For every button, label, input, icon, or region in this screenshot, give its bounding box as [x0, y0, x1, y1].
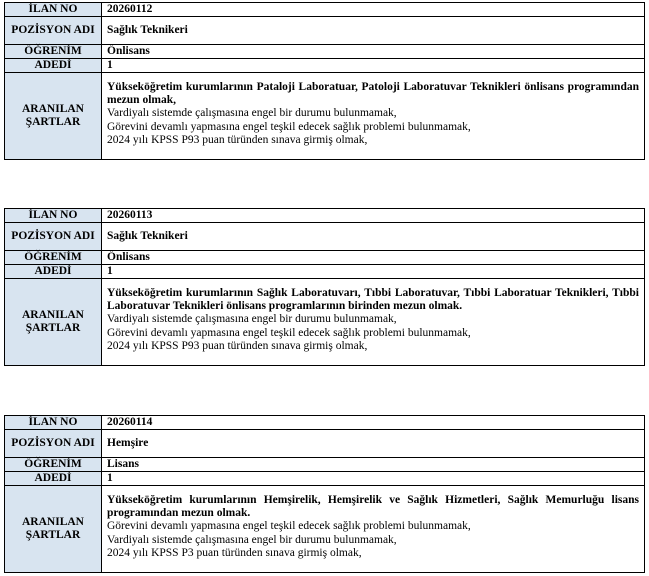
ogrenim-label: ÖĞRENİM	[5, 251, 102, 265]
ilan-no-label: İLAN NO	[5, 416, 102, 430]
conditions-cell	[102, 73, 645, 160]
aranilan-sartlar-label: ARANILAN ŞARTLAR	[5, 486, 102, 573]
condition-line: Vardiyalı sistemde çalışmasına engel bir durumu bulunmamak,	[107, 533, 397, 546]
condition-line: Görevini devamlı yapmasına engel teşkil edecek sağlık problemi bulunmamak,	[107, 120, 471, 133]
job-listing-table	[4, 415, 645, 573]
listing-table-20260114	[4, 415, 645, 573]
ilan-no-value: 20260114	[102, 416, 645, 430]
adedi-value: 1	[102, 472, 645, 486]
adedi-value: 1	[102, 59, 645, 73]
requirement-text: Yükseköğretim kurumlarının Hemşirelik, Hemşirelik ve Sağlık Hizmetleri, Sağlık Memurluğu lisans programından mezun olmak.	[107, 494, 639, 519]
condition-line: 2024 yılı KPSS P93 puan türünden sınava girmiş olmak,	[107, 340, 368, 352]
ilan-no-label: İLAN NO	[5, 209, 102, 223]
aranilan-sartlar-label: ARANILAN ŞARTLAR	[5, 279, 102, 366]
job-listing-table	[4, 2, 645, 160]
conditions-cell	[102, 279, 645, 366]
ogrenim-label: ÖĞRENİM	[5, 458, 102, 472]
pozisyon-adi-value: Sağlık Teknikeri	[102, 223, 645, 251]
condition-line: Vardiyalı sistemde çalışmasına engel bir durumu bulunmamak,	[107, 107, 397, 119]
ogrenim-value: Önlisans	[102, 45, 645, 59]
pozisyon-adi-value: Hemşire	[102, 430, 645, 458]
condition-line: Görevini devamlı yapmasına engel teşkil edecek sağlık problemi bulunmamak,	[107, 520, 471, 532]
adedi-value: 1	[102, 265, 645, 279]
listing-table-20260113	[4, 208, 645, 366]
condition-line: Vardiyalı sistemde çalışmasına engel bir durumu bulunmamak,	[107, 313, 397, 325]
requirement-text: Yükseköğretim kurumlarının Pataloji Laboratuar, Patoloji Laboratuvar Teknikleri önlisans programından mezun olmak,	[107, 81, 639, 106]
adedi-label: ADEDİ	[5, 472, 102, 486]
adedi-label: ADEDİ	[5, 59, 102, 73]
job-listing-table	[4, 208, 645, 366]
ogrenim-value: Önlisans	[102, 251, 645, 265]
conditions-cell	[102, 486, 645, 573]
ogrenim-label: ÖĞRENİM	[5, 45, 102, 59]
adedi-label: ADEDİ	[5, 265, 102, 279]
condition-line: 2024 yılı KPSS P93 puan türünden sınava girmiş olmak,	[107, 134, 368, 146]
condition-line: 2024 yılı KPSS P3 puan türünden sınava girmiş olmak,	[107, 547, 362, 559]
listing-table-20260112	[4, 2, 645, 160]
pozisyon-adi-label: POZİSYON ADI	[5, 223, 102, 251]
condition-line: Görevini devamlı yapmasına engel teşkil edecek sağlık problemi bulunmamak,	[107, 326, 471, 339]
aranilan-sartlar-label: ARANILAN ŞARTLAR	[5, 73, 102, 160]
ilan-no-value: 20260113	[102, 209, 645, 223]
pozisyon-adi-label: POZİSYON ADI	[5, 430, 102, 458]
ogrenim-value: Lisans	[102, 458, 645, 472]
pozisyon-adi-value: Sağlık Teknikeri	[102, 17, 645, 45]
ilan-no-value: 20260112	[102, 3, 645, 17]
ilan-no-label: İLAN NO	[5, 3, 102, 17]
requirement-text: Yükseköğretim kurumlarının Sağlık Laboratuvarı, Tıbbi Laboratuvar, Tıbbi Laboratuar Teknikleri, Tıbbi Laboratuvar Teknikleri önlisans programlarının birinden mezun olmak.	[107, 287, 639, 312]
pozisyon-adi-label: POZİSYON ADI	[5, 17, 102, 45]
